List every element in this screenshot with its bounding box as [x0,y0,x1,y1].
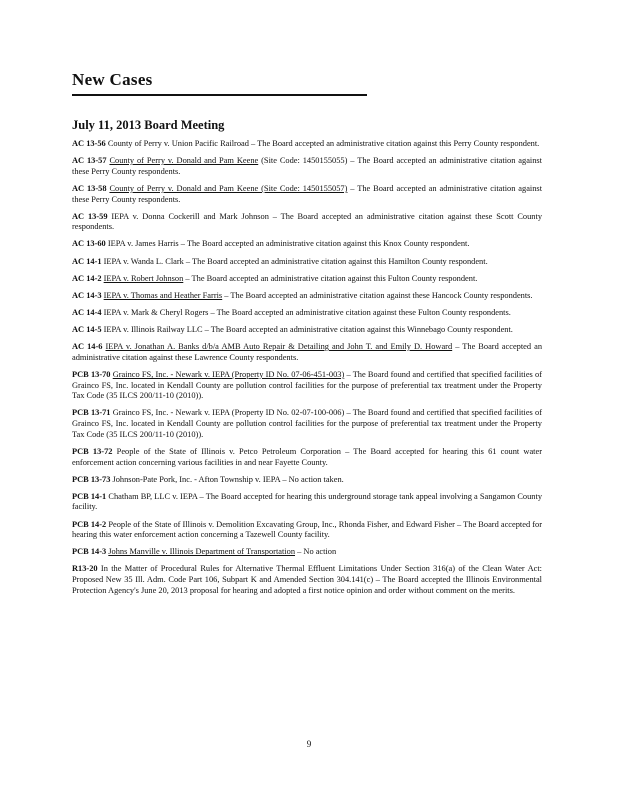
case-entry [72,408,542,440]
case-description: – The Board accepted an administrative citation against these Hancock County respondents. [222,290,533,300]
title-underline [72,94,367,96]
case-entry [72,212,542,233]
case-number: PCB 14-3 [72,547,107,557]
case-description: People of the State of Illinois v. Demolition Excavating Group, Inc., Rhonda Fisher, and Edward Fisher – The Board accepted for hearing this water enforcement action concerning a Tazewell County facility. [72,519,543,540]
case-caption: County of Perry v. Donald and Pam Keene (Site Code: 1450155057) [109,183,348,193]
case-number: AC 13-57 [72,156,107,166]
case-caption: IEPA v. Thomas and Heather Farris [103,290,223,300]
case-description: IEPA v. Mark & Cheryl Rogers – The Board accepted an administrative citation against these Fulton County respondents. [103,307,511,317]
case-number: AC 14-5 [72,324,102,334]
case-description: IEPA v. Illinois Railway LLC – The Board accepted an administrative citation against this Winnebago County respondent. [103,324,513,334]
case-entry [72,475,542,486]
page-number: 9 [306,739,312,749]
case-description: (Site Code: 1450155055) – The Board accepted an administrative citation against these Perry County respondents. [72,156,543,176]
case-entry [72,547,542,558]
case-description: – The Board accepted an administrative citation against these Lawrence County respondents. [72,342,543,362]
case-entry [72,342,542,363]
case-caption: Grainco FS, Inc. - Newark v. IEPA (Property ID No. 07-06-451-003) [112,369,345,379]
case-caption: County of Perry v. Donald and Pam Keene [109,156,259,166]
case-number: AC 14-1 [72,256,102,266]
case-number: AC 13-56 [72,139,106,148]
case-number: PCB 14-1 [72,491,107,501]
case-entry [72,257,542,268]
case-number: AC 14-4 [72,307,102,317]
case-number: AC 13-58 [72,183,107,193]
case-number: PCB 13-72 [72,446,113,456]
case-description: IEPA v. Donna Cockerill and Mark Johnson – The Board accepted an administrative citation against these Scott County respondents. [72,211,543,232]
case-description: Grainco FS, Inc. - Newark v. IEPA (Property ID No. 02-07-100-006) – The Board found and certified that specified facilities of Grainco FS, Inc. located in Kendall County are pollution control facilities for the purpose of preferential tax treatment under the Property Tax Code (35 ILCS 200/11-10 (2010)). [72,408,542,439]
case-number: AC 13-59 [72,211,108,221]
case-description: – The Board accepted an administrative citation against this Fulton County respondent. [183,273,478,283]
case-entry [72,184,542,205]
case-number: PCB 13-73 [72,474,111,484]
case-entry [72,564,542,596]
case-description: IEPA v. James Harris – The Board accepted an administrative citation against this Knox County respondent. [107,239,470,249]
case-description: IEPA v. Wanda L. Clark – The Board accepted an administrative citation against this Hamilton County respondent. [103,256,488,266]
case-entry [72,291,542,302]
case-entry [72,492,542,513]
case-description: – No action [295,547,337,557]
case-description: People of the State of Illinois v. Petco Petroleum Corporation – The Board accepted for hearing this 61 count water enforcement action concerning various facilities in and near Fayette County. [72,446,543,467]
case-description: Johnson-Pate Pork, Inc. - Afton Township v. IEPA – No action taken. [112,474,344,484]
case-entry [72,156,542,177]
case-number: AC 14-6 [72,342,103,352]
case-number: PCB 13-71 [72,408,111,418]
case-entry [72,239,542,250]
case-number: AC 14-2 [72,273,102,283]
case-entry [72,447,542,468]
page-title: New Cases [72,70,153,89]
case-number: R13-20 [72,564,98,574]
case-entry [72,370,542,402]
case-description: In the Matter of Procedural Rules for Alternative Thermal Effluent Limitations Under Section 316(a) of the Clean Water Act: Proposed New 35 Ill. Adm. Code Part 106, Subpart K and Amended Section 304.141(c) – The Board accepted the Illinois Environmental Protection Agency's June 20, 2013 proposal for hearing and adopted a first notice opinion and order without comment on the merits. [72,564,542,595]
case-caption: Johns Manville v. Illinois Department of Transportation [108,547,296,557]
case-entry [72,325,542,336]
case-number: AC 14-3 [72,290,102,300]
case-list [72,139,542,603]
case-description: Chatham BP, LLC v. IEPA – The Board accepted for hearing this underground storage tank appeal involving a Sangamon County facility. [72,491,543,512]
case-caption: IEPA v. Robert Johnson [103,273,184,283]
meeting-heading: July 11, 2013 Board Meeting [72,118,225,132]
case-entry [72,274,542,285]
case-entry [72,139,542,150]
case-number: PCB 13-70 [72,369,111,379]
case-number: PCB 14-2 [72,519,107,529]
case-entry [72,520,542,541]
case-description: – The Board accepted an administrative citation against these Perry County respondents. [72,183,543,204]
case-number: AC 13-60 [72,239,106,249]
case-caption: IEPA v. Jonathan A. Banks d/b/a AMB Auto Repair & Detailing and John T. and Emily D. Howard [105,342,453,352]
case-description: – The Board found and certified that specified facilities of Grainco FS, Inc. located in Kendall County are pollution control facilities for the purpose of preferential tax treatment under the Property Tax Code (35 ILCS 200/11-10 (2010)). [72,369,542,401]
case-entry [72,308,542,319]
case-description: County of Perry v. Union Pacific Railroad – The Board accepted an administrative citation against this Perry County respondent. [107,139,540,148]
